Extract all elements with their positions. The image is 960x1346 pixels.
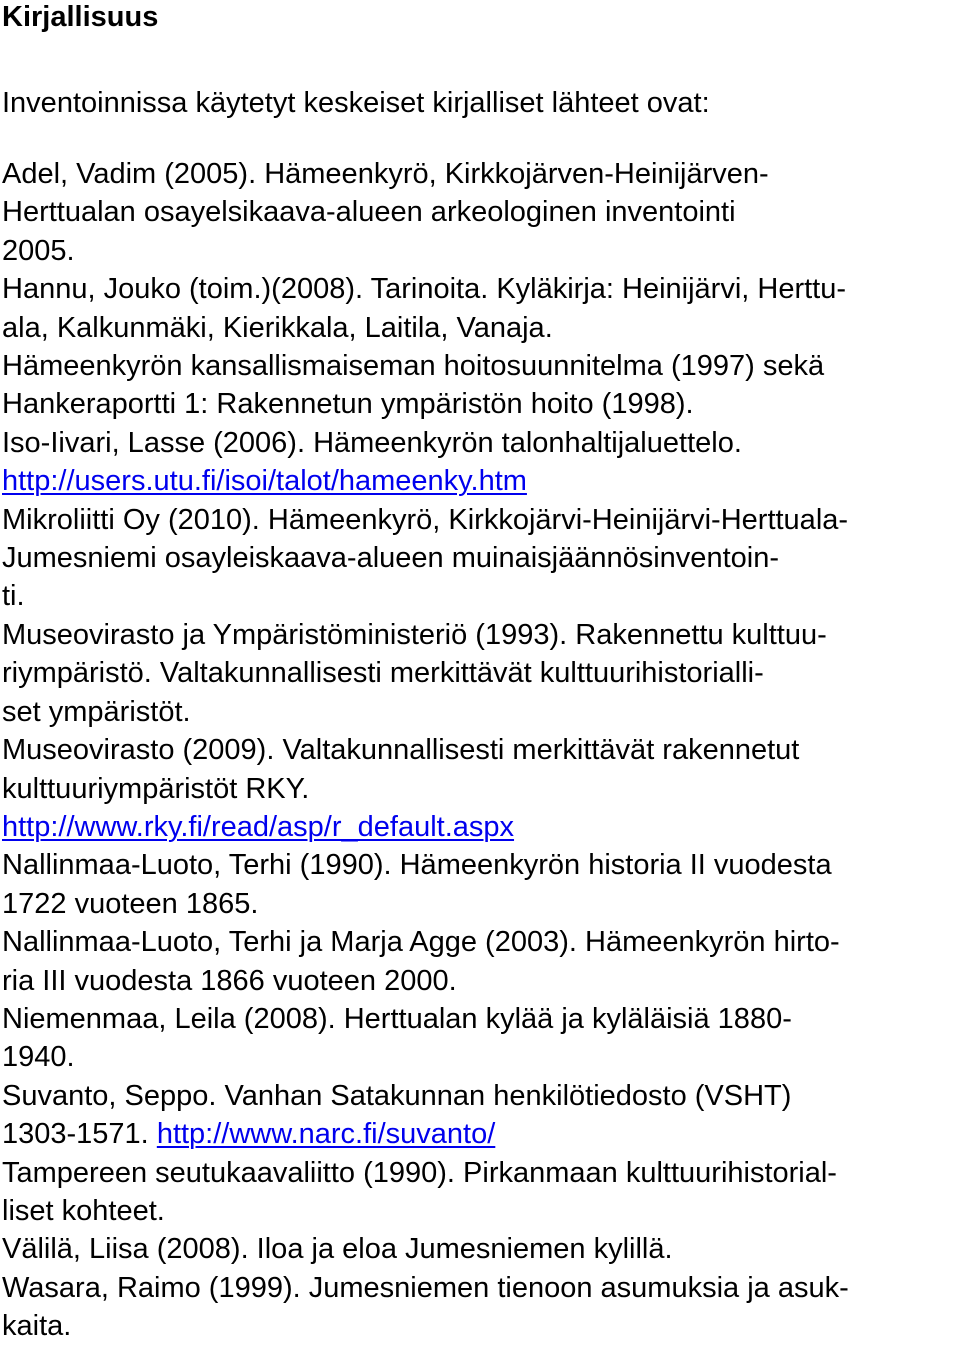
reference-item — [0, 616, 960, 731]
reference-line: Välilä, Liisa (2008). Iloa ja eloa Jumesniemen kylillä. — [2, 1233, 673, 1266]
reference-item — [0, 731, 960, 846]
reference-link-line — [2, 462, 960, 500]
reference-line: ti. — [2, 580, 25, 613]
reference-line: Suvanto, Seppo. Vanhan Satakunnan henkilötiedosto (VSHT) — [2, 1079, 792, 1112]
reference-link[interactable]: http://users.utu.fi/isoi/talot/hameenky.htm — [2, 465, 527, 498]
reference-line: Jumesniemi osayleiskaava-alueen muinaisjäännösinventoin- — [2, 542, 779, 575]
reference-line: 1940. — [2, 1041, 75, 1074]
reference-item — [0, 1154, 960, 1231]
reference-line: ala, Kalkunmäki, Kierikkala, Laitila, Vanaja. — [2, 311, 553, 344]
reference-line: 1722 vuoteen 1865. — [2, 887, 259, 920]
reference-line: set ympäristöt. — [2, 695, 191, 728]
reference-link[interactable]: http://www.rky.fi/read/asp/r_default.aspx — [2, 810, 515, 843]
reference-line: Museovirasto (2009). Valtakunnallisesti merkittävät rakennetut — [2, 734, 800, 767]
reference-line: kaita. — [2, 1310, 72, 1343]
reference-item — [0, 270, 960, 347]
reference-line: Adel, Vadim (2005). Hämeenkyrö, Kirkkojärven-Heinijärven- — [2, 158, 769, 190]
reference-line: kulttuuriympäristöt RKY. — [2, 772, 310, 805]
reference-line: Museovirasto ja Ympäristöministeriö (1993). Rakennettu kulttuu- — [2, 618, 827, 651]
reference-item — [0, 1230, 960, 1268]
reference-line: Hannu, Jouko (toim.)(2008). Tarinoita. Kyläkirja: Heinijärvi, Herttu- — [2, 273, 847, 306]
reference-item — [0, 424, 960, 501]
reference-line: Hankeraportti 1: Rakennetun ympäristön hoito (1998). — [2, 388, 694, 421]
reference-line: liset kohteet. — [2, 1194, 165, 1227]
reference-mixed-line — [2, 1115, 960, 1153]
reference-line: Herttualan osayelsikaava-alueen arkeologinen inventointi — [2, 196, 736, 229]
page-title: Kirjallisuus — [2, 1, 159, 33]
reference-line: Wasara, Raimo (1999). Jumesniemen tienoon asumuksia ja asuk- — [2, 1271, 849, 1304]
reference-line: Mikroliitti Oy (2010). Hämeenkyrö, Kirkkojärvi-Heinijärvi-Herttuala- — [2, 503, 849, 536]
reference-line: Iso-Iivari, Lasse (2006). Hämeenkyrön talonhaltijaluettelo. — [2, 426, 742, 459]
reference-line: 2005. — [2, 234, 75, 267]
reference-item — [0, 923, 960, 1000]
reference-item — [0, 501, 960, 616]
reference-line: Niemenmaa, Leila (2008). Herttualan kylää ja kyläläisiä 1880- — [2, 1002, 792, 1035]
reference-link[interactable]: http://www.narc.fi/suvanto/ — [156, 1118, 496, 1151]
reference-line: Tampereen seutukaavaliitto (1990). Pirkanmaan kulttuurihistorial- — [2, 1156, 837, 1189]
reference-line: riympäristö. Valtakunnallisesti merkittävät kulttuurihistorialli- — [2, 657, 764, 690]
intro-text: Inventoinnissa käytetyt keskeiset kirjalliset lähteet ovat: — [2, 87, 710, 119]
reference-list — [0, 155, 960, 1346]
reference-line: Hämeenkyrön kansallismaiseman hoitosuunnitelma (1997) sekä — [2, 350, 825, 383]
reference-line: ria III vuodesta 1866 vuoteen 2000. — [2, 964, 457, 997]
reference-item — [0, 155, 960, 270]
reference-item — [0, 846, 960, 923]
reference-item — [0, 1269, 960, 1346]
reference-link-line — [2, 808, 960, 846]
reference-line: Nallinmaa-Luoto, Terhi ja Marja Agge (2003). Hämeenkyrön hirto- — [2, 926, 840, 959]
reference-line: Nallinmaa-Luoto, Terhi (1990). Hämeenkyrön historia II vuodesta — [2, 849, 832, 882]
reference-item — [0, 1000, 960, 1077]
reference-item — [0, 347, 960, 424]
reference-line-prefix: 1303-1571. — [2, 1118, 157, 1151]
reference-item — [0, 1077, 960, 1154]
